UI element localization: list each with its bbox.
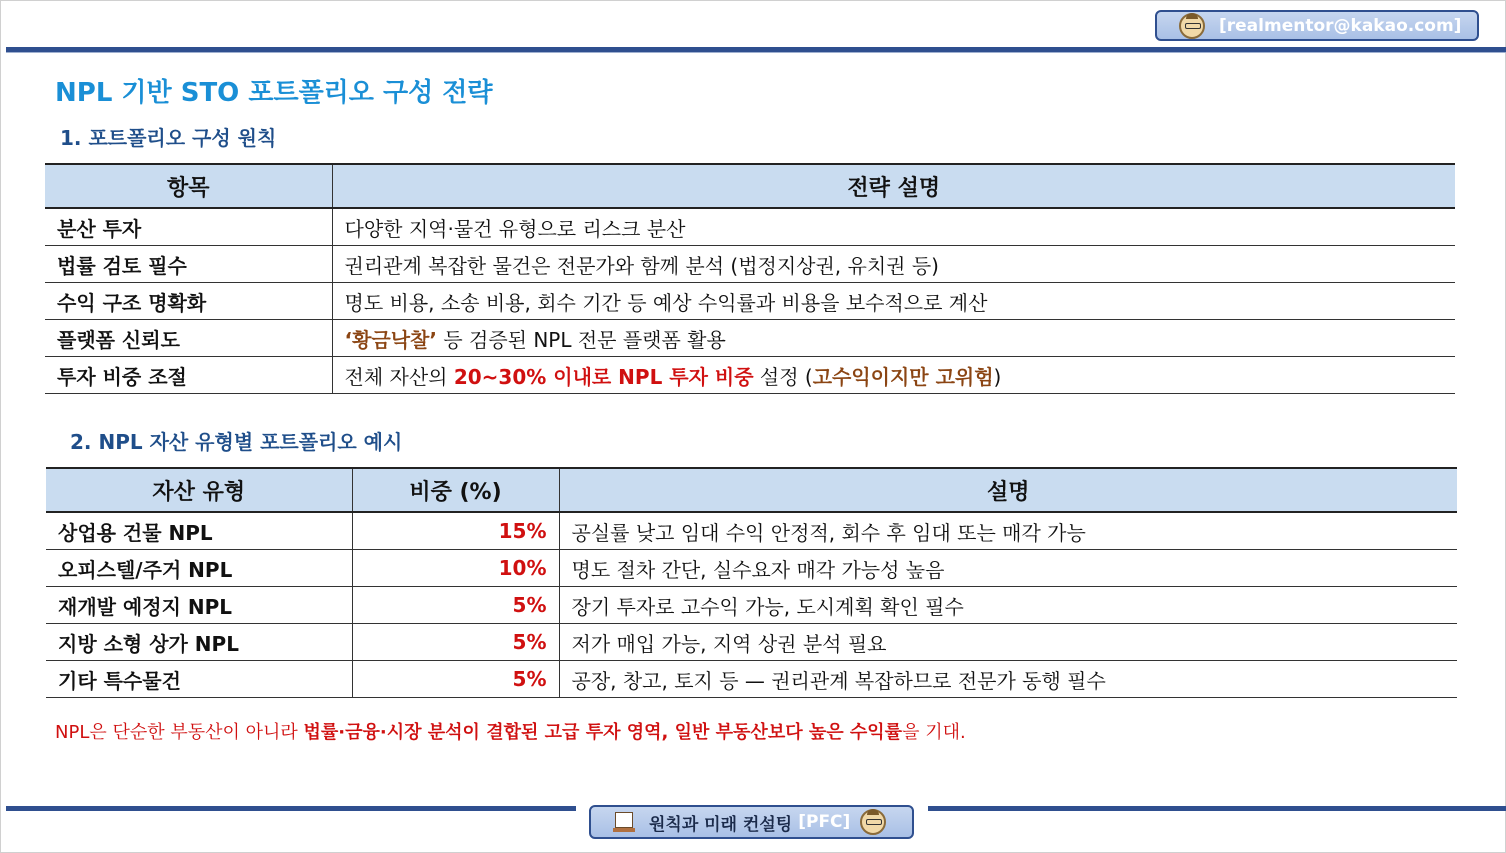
email-badge[interactable]: [1155, 10, 1479, 41]
row-description: 다양한 지역·물건 유형으로 리스크 분산: [332, 208, 1455, 246]
table-row: [45, 246, 1455, 283]
column-header-asset-type: 자산 유형: [46, 468, 352, 512]
weight-value: 5%: [352, 661, 559, 698]
asset-type: 기타 특수물건: [46, 661, 352, 698]
row-description: [332, 357, 1455, 394]
table-row: [46, 624, 1457, 661]
table-row: [45, 357, 1455, 394]
row-description: [332, 320, 1455, 357]
table-row: [46, 512, 1457, 550]
bottom-divider-right: [928, 806, 1506, 811]
weight-value: 5%: [352, 624, 559, 661]
footnote-pre: NPL은 단순한 부동산이 아니라: [55, 722, 304, 743]
footer-label: 원칙과 미래 컨설팅: [649, 814, 793, 835]
row-description: 권리관계 복잡한 물건은 전문가와 함께 분석 (법정지상권, 유치권 등): [332, 246, 1455, 283]
table-row: [46, 661, 1457, 698]
weight-value: 10%: [352, 550, 559, 587]
top-divider-thin: [6, 52, 1506, 53]
row-label: 투자 비중 조절: [45, 357, 332, 394]
avatar-icon: [860, 809, 886, 835]
desc-red-highlight: 20~30% 이내로 NPL 투자 비중: [453, 364, 754, 389]
table-row: [46, 550, 1457, 587]
footnote-post: 을 기대.: [902, 722, 966, 743]
row-description: 명도 비용, 소송 비용, 회수 기간 등 예상 수익률과 비용을 보수적으로 계산: [332, 283, 1455, 320]
asset-type: 상업용 건물 NPL: [46, 512, 352, 550]
weight-value: 15%: [352, 512, 559, 550]
table-row: [46, 587, 1457, 624]
table-header-row: [46, 468, 1457, 512]
row-label: 법률 검토 필수: [45, 246, 332, 283]
column-header-weight: 비중 (%): [352, 468, 559, 512]
section-heading-principles: 1. 포트폴리오 구성 원칙: [60, 126, 277, 150]
row-description-rest: 등 검증된 NPL 전문 플랫폼 활용: [436, 327, 726, 352]
table-header-row: [45, 164, 1455, 208]
footer-badge[interactable]: [589, 805, 914, 839]
email-text: [realmentor@kakao.com]: [1219, 15, 1462, 36]
footer-tag: [PFC]: [798, 812, 851, 832]
weight-value: 5%: [352, 587, 559, 624]
asset-description: 저가 매입 가능, 지역 상권 분석 필요: [559, 624, 1457, 661]
row-label: 분산 투자: [45, 208, 332, 246]
asset-type: 지방 소형 상가 NPL: [46, 624, 352, 661]
row-label: 플랫폼 신뢰도: [45, 320, 332, 357]
row-label: 수익 구조 명확화: [45, 283, 332, 320]
table-row: [45, 320, 1455, 357]
desc-post: ): [993, 364, 1002, 389]
table-row: [45, 283, 1455, 320]
column-header-item: 항목: [45, 164, 332, 208]
presentation-icon: [613, 811, 635, 833]
desc-brown-highlight: 고수익이지만 고위험: [812, 364, 994, 389]
asset-description: 명도 절차 간단, 실수요자 매각 가능성 높음: [559, 550, 1457, 587]
column-header-strategy: 전략 설명: [332, 164, 1455, 208]
portfolio-table: [46, 467, 1457, 698]
principles-table: [45, 163, 1455, 394]
page-title: NPL 기반 STO 포트폴리오 구성 전략: [55, 78, 493, 108]
avatar-icon: [1179, 13, 1205, 39]
bottom-divider-left: [6, 806, 576, 811]
asset-type: 재개발 예정지 NPL: [46, 587, 352, 624]
section-heading-portfolio: 2. NPL 자산 유형별 포트폴리오 예시: [70, 430, 403, 454]
asset-description: 공장, 창고, 토지 등 — 권리관계 복잡하므로 전문가 동행 필수: [559, 661, 1457, 698]
asset-type: 오피스텔/주거 NPL: [46, 550, 352, 587]
footnote: [55, 718, 966, 744]
footnote-emphasis: 법률·금융·시장 분석이 결합된 고급 투자 영역, 일반 부동산보다 높은 수익률: [303, 722, 903, 743]
asset-description: 공실률 낮고 임대 수익 안정적, 회수 후 임대 또는 매각 가능: [559, 512, 1457, 550]
table-row: [45, 208, 1455, 246]
desc-pre: 전체 자산의: [344, 364, 454, 389]
platform-name-highlight: ‘황금낙찰’: [344, 327, 437, 352]
column-header-description: 설명: [559, 468, 1457, 512]
asset-description: 장기 투자로 고수익 가능, 도시계획 확인 필수: [559, 587, 1457, 624]
desc-mid: 설정 (: [753, 364, 813, 389]
